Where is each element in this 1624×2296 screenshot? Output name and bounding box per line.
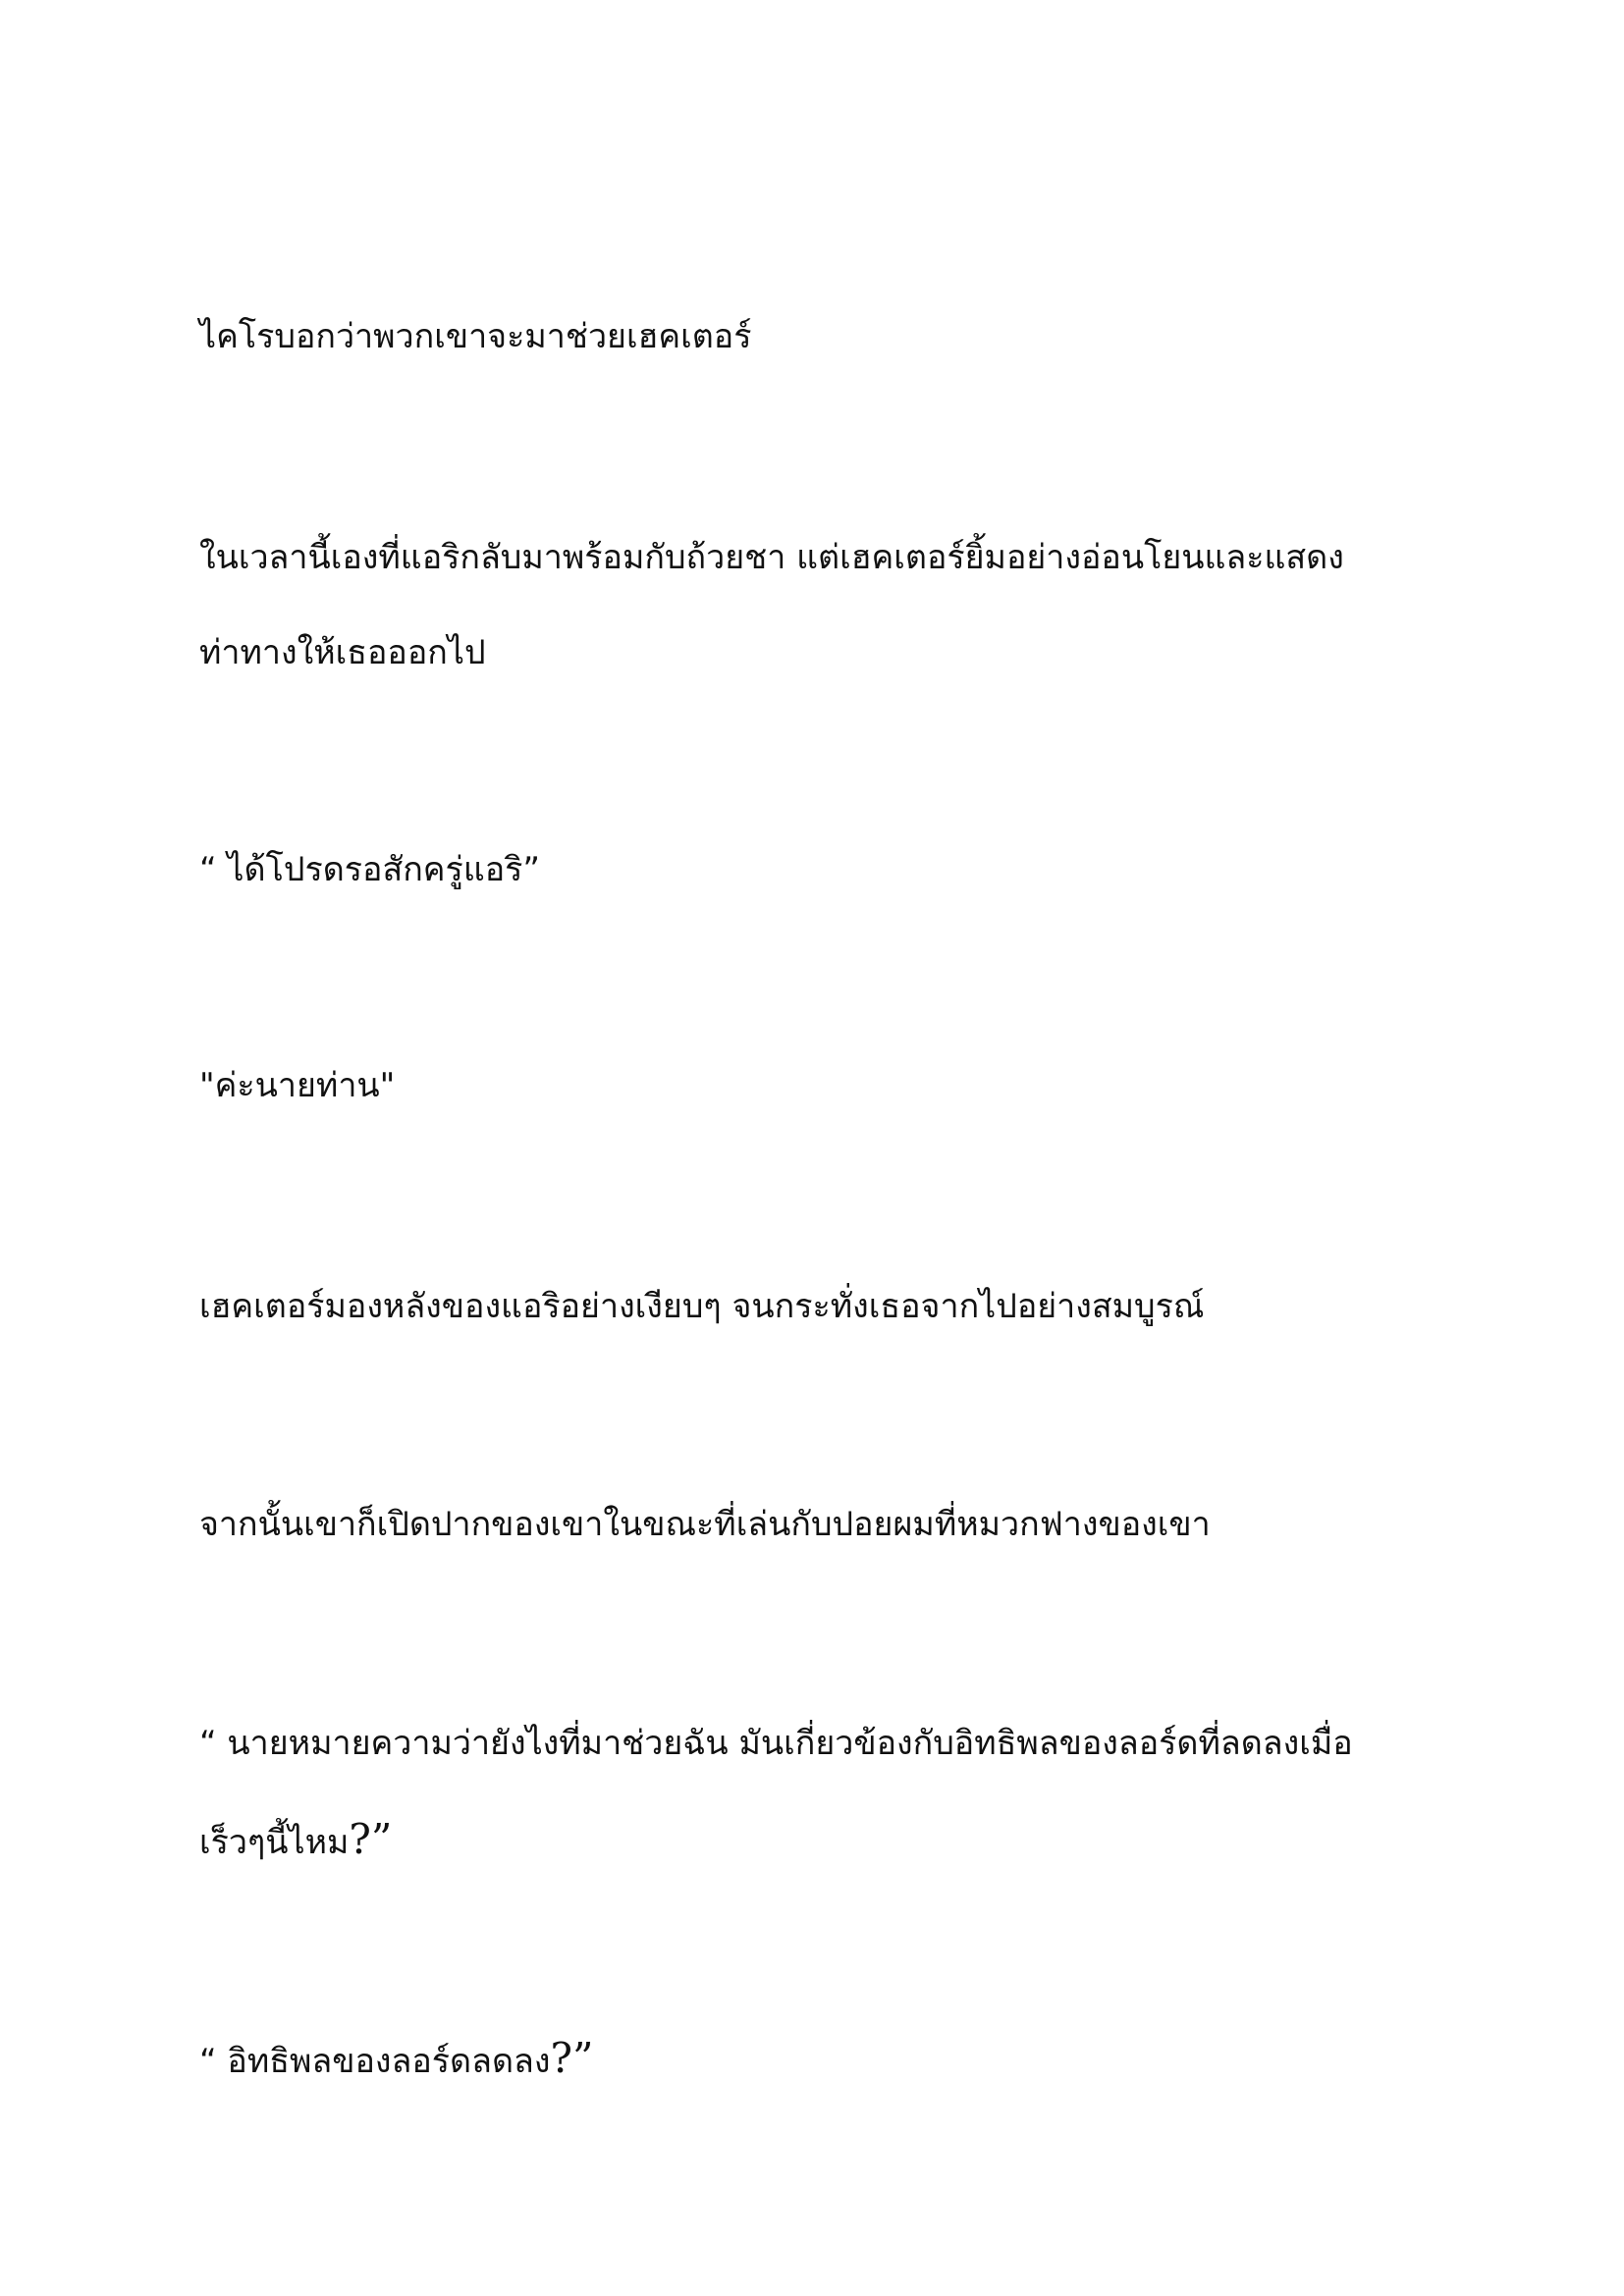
text-line: จากนั้นเขาก็เปิดปากของเขาในขณะที่เล่นกับปอยผมที่หมวกฟางของเขา (199, 1505, 1211, 1544)
paragraph-6 (199, 1477, 1436, 1573)
paragraph-1 (199, 290, 1436, 385)
text-fragment: “ อิทธิพลของลอร์ดลดลง (199, 2042, 551, 2081)
text-line (199, 2010, 1436, 2109)
question-mark-quote: ?” (550, 2034, 594, 2082)
text-line: ไคโรบอกว่าพวกเขาจะมาช่วยเฮคเตอร์ (199, 317, 752, 356)
text-line: ท่าทางให้เธอออกไป (199, 633, 486, 672)
text-line: เฮคเตอร์มองหลังของแอริอย่างเงียบๆ จนกระทั่งเธอจากไปอย่างสมบูรณ์ (199, 1287, 1205, 1326)
text-line (199, 1791, 1436, 1891)
text-line: “ ได้โปรดรอสักครู่แอริ” (199, 850, 541, 889)
paragraph-4 (199, 1039, 1436, 1134)
paragraph-2 (199, 510, 1436, 701)
text-line: "ค่ะนายท่าน" (199, 1066, 396, 1105)
text-line: “ นายหมายความว่ายังไงที่มาช่วยฉัน มันเกี่ยวข้องกับอิทธิพลของลอร์ดที่ลดลงเมื่อ (199, 1724, 1353, 1763)
paragraph-7 (199, 1696, 1436, 1891)
question-mark-quote: ?” (349, 1815, 393, 1863)
paragraph-5 (199, 1259, 1436, 1355)
text-fragment: เร็วๆนี้ไหม (199, 1823, 350, 1862)
paragraph-8 (199, 2010, 1436, 2109)
text-line: ในเวลานี้เองที่แอริกลับมาพร้อมกับถ้วยชา แต่เฮคเตอร์ยิ้มอย่างอ่อนโยนและแสดง (199, 538, 1344, 577)
paragraph-3 (199, 823, 1436, 918)
